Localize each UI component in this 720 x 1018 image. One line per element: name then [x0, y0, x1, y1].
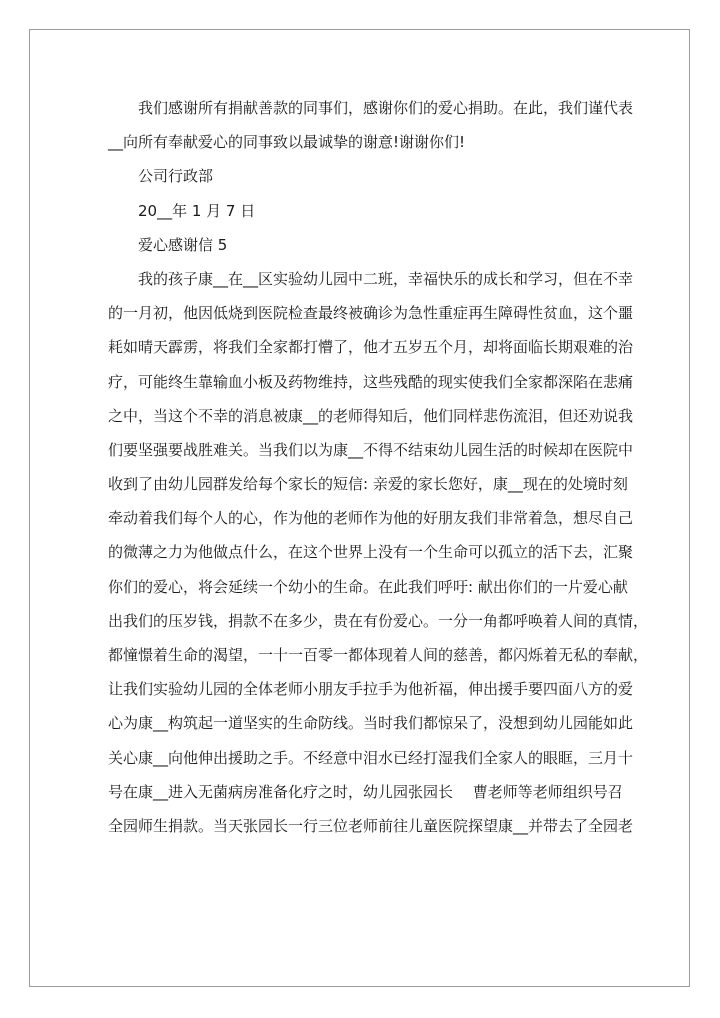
text-line: 出我们的压岁钱，捐款不在多少，贵在有份爱心。一分一角都呼唤着人间的真情，	[108, 611, 649, 630]
text-line: 你们的爱心，将会延续一个幼小的生命。在此我们呼吁: 献出你们的一片爱心献	[108, 577, 628, 596]
text-line: 收到了由幼儿园群发给每个家长的短信: 亲爱的家长您好，康__现在的处境时刻	[108, 475, 628, 494]
text-line: 全园师生捐款。当天张园长一行三位老师前往儿童医院探望康__并带去了全园老	[108, 816, 634, 835]
text-line: 我们感谢所有捐献善款的同事们，感谢你们的爱心捐助。在此，我们谨代表	[138, 99, 634, 117]
text-line: 之中，当这个不幸的消息被康__的老师得知后，他们同样悲伤流泪，但还劝说我	[108, 406, 634, 425]
text-line: 让我们实验幼儿园的全体老师小朋友手拉手为他祈福，伸出援手要四面八方的爱	[108, 680, 634, 699]
text-line: 关心康__向他伸出援助之手。不经意中泪水已经打湿我们全家人的眼眶，三月十	[108, 748, 634, 767]
text-line: 的微薄之力为他做点什么，在这个世界上没有一个生命可以孤立的活下去，汇聚	[108, 543, 634, 562]
document-body	[108, 91, 649, 843]
text-line: 牵动着我们每个人的心，作为他的老师作为他的好朋友我们非常着急，想尽自己	[108, 509, 634, 528]
letter-title: 爱心感谢信 5	[138, 235, 228, 254]
text-line: 的一月初，他因低烧到医院检查最终被确诊为急性重症再生障碍性贫血，这个噩	[108, 304, 634, 323]
department-name: 公司行政部	[138, 167, 214, 186]
text-line: 耗如晴天霹雳，将我们全家都打懵了，他才五岁五个月，却将面临长期艰难的治	[108, 338, 634, 357]
text-line: 号在康__进入无菌病房准备化疗之时，幼儿园张园长 曹老师等老师组织号召	[108, 782, 623, 801]
text-line: 疗，可能终生靠输血小板及药物维持，这些残酷的现实使我们全家都深陷在悲痛	[108, 372, 634, 391]
text-line: __向所有奉献爱心的同事致以最诚挚的谢意!谢谢你们!	[108, 133, 466, 152]
text-line: 们要坚强要战胜难关。当我们以为康__不得不结束幼儿园生活的时候却在医院中	[108, 440, 634, 459]
text-line: 心为康__构筑起一道坚实的生命防线。当时我们都惊呆了，没想到幼儿园能如此	[108, 714, 634, 733]
date-line: 20__年 1 月 7 日	[138, 201, 256, 220]
text-line: 都憧憬着生命的渴望，一十一百零一都体现着人间的慈善，都闪烁着无私的奉献，	[108, 646, 649, 664]
text-line: 我的孩子康__在__区实验幼儿园中二班，幸福快乐的成长和学习，但在不幸	[138, 269, 634, 288]
